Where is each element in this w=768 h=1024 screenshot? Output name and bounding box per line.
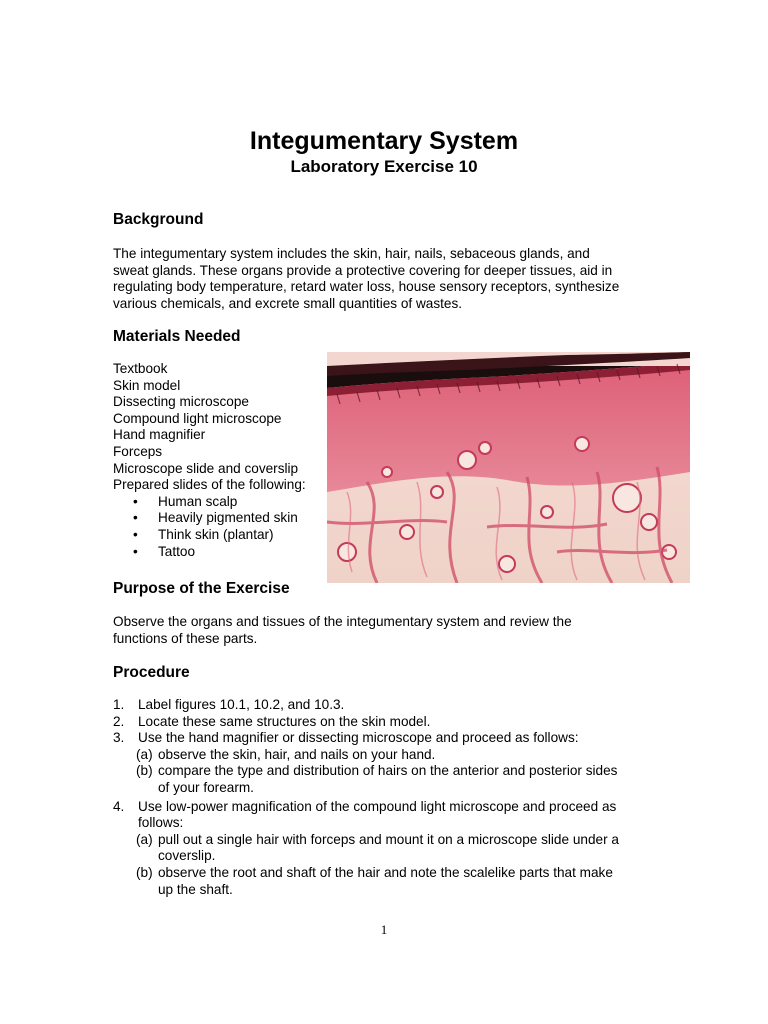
purpose-line: functions of these parts.	[113, 630, 258, 646]
list-item: Prepared slides of the following:	[113, 477, 306, 493]
step-text: Locate these same structures on the skin model.	[138, 713, 431, 729]
purpose-paragraph	[113, 614, 683, 647]
background-heading: Background	[113, 211, 204, 228]
procedure-step	[113, 714, 683, 731]
substep-line: observe the skin, hair, and nails on your hand.	[158, 746, 436, 762]
step-text: Use the hand magnifier or dissecting microscope and proceed as follows:	[138, 730, 579, 746]
page-subtitle: Laboratory Exercise 10	[290, 157, 478, 176]
step-number: 2.	[113, 713, 125, 729]
substep-label: (a)	[136, 831, 153, 847]
slides-sublist-container	[113, 494, 306, 560]
list-item: Textbook	[113, 361, 168, 376]
background-paragraph	[113, 246, 683, 312]
slide-name: Heavily pigmented skin	[158, 510, 298, 526]
background-line: various chemicals, and excrete small quantities of wastes.	[113, 295, 463, 311]
background-line: sweat glands. These organs provide a protective covering for deeper tissues, aid in	[113, 262, 613, 278]
list-item	[113, 544, 306, 561]
procedure-substep	[113, 865, 683, 898]
substep-line: of your forearm.	[158, 779, 254, 795]
substep-line: up the shaft.	[158, 881, 233, 897]
slides-list	[113, 494, 306, 560]
list-item: Compound light microscope	[113, 410, 282, 426]
procedure-list	[113, 697, 683, 898]
substep-line: observe the root and shaft of the hair and note the scalelike parts that make	[158, 864, 613, 880]
list-item	[113, 510, 306, 527]
list-item	[113, 494, 306, 511]
background-line: regulating body temperature, retard water loss, house sensory receptors, synthesize	[113, 279, 620, 295]
procedure-step	[113, 697, 683, 714]
procedure-substep	[113, 747, 683, 764]
substep-line: coverslip.	[158, 848, 216, 864]
bullet-icon: •	[133, 493, 138, 509]
procedure-substep	[113, 763, 683, 796]
slide-name: Human scalp	[158, 493, 238, 509]
page-number: 1	[380, 922, 388, 937]
materials-list	[113, 361, 306, 560]
slide-name: Tattoo	[158, 543, 196, 559]
substep-line: pull out a single hair with forceps and mount it on a microscope slide under a	[158, 831, 619, 847]
list-item: Dissecting microscope	[113, 394, 249, 410]
purpose-line: Observe the organs and tissues of the integumentary system and review the	[113, 614, 572, 629]
materials-heading: Materials Needed	[113, 328, 241, 345]
procedure-step	[113, 799, 683, 816]
step-number: 3.	[113, 730, 125, 746]
list-item: Skin model	[113, 377, 181, 393]
slide-name: Think skin (plantar)	[158, 526, 274, 542]
substep-label: (a)	[136, 746, 153, 762]
bullet-icon: •	[133, 510, 138, 526]
background-line: The integumentary system includes the skin, hair, nails, sebaceous glands, and	[113, 246, 590, 261]
procedure-heading: Procedure	[113, 664, 190, 681]
bullet-icon: •	[133, 526, 138, 542]
list-item	[113, 527, 306, 544]
skin-micrograph-image	[327, 352, 690, 583]
procedure-step	[113, 730, 683, 747]
list-item: Hand magnifier	[113, 427, 206, 443]
page-title: Integumentary System	[249, 127, 519, 155]
bullet-icon: •	[133, 543, 138, 559]
list-item: Microscope slide and coverslip	[113, 460, 299, 476]
substep-label: (b)	[136, 763, 153, 779]
substep-label: (b)	[136, 864, 153, 880]
step-number: 1.	[113, 697, 125, 712]
procedure-substep	[113, 832, 683, 865]
step-continuation: follows:	[138, 815, 184, 831]
substep-line: compare the type and distribution of hairs on the anterior and posterior sides	[158, 763, 618, 779]
list-item: Forceps	[113, 443, 163, 459]
step-text: Label figures 10.1, 10.2, and 10.3.	[138, 697, 345, 712]
step-text: Use low-power magnification of the compound light microscope and proceed as	[138, 798, 617, 814]
purpose-heading: Purpose of the Exercise	[113, 580, 290, 597]
step-number: 4.	[113, 798, 125, 814]
